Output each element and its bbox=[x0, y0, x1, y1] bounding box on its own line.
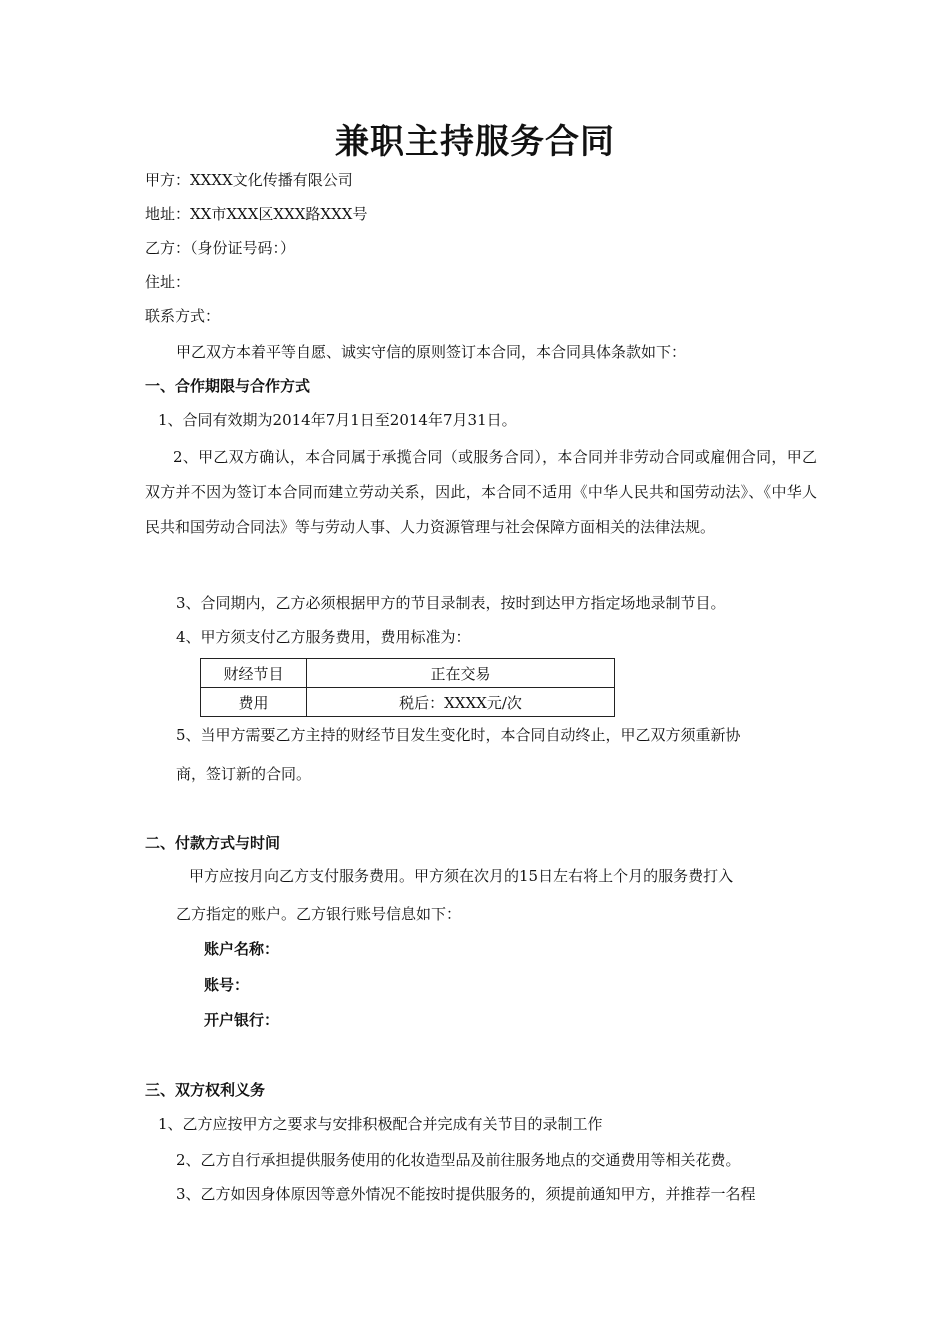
table-cell: 税后：XXXX元/次 bbox=[307, 688, 615, 717]
section1-item3: 3、合同期内，乙方必须根据甲方的节目录制表，按时到达甲方指定场地录制节目。 bbox=[176, 594, 726, 612]
section1-item5-line2: 商，签订新的合同。 bbox=[176, 765, 312, 783]
section2-heading: 二、付款方式与时间 bbox=[145, 834, 281, 852]
contact-line: 联系方式： bbox=[145, 307, 221, 325]
section1-item2: 2、甲乙双方确认，本合同属于承揽合同（或服务合同），本合同并非劳动合同或雇佣合同，甲乙双方并不因为签订本合同而建立劳动关系，因此，本合同不适用《中华人民共和国劳动法》、《中华人民共和国劳动合同法》等与劳动人事、人力资源管理与社会保障方面相关的法律法规。 bbox=[145, 448, 817, 536]
section1-item5-line1: 5、当甲方需要乙方主持的财经节目发生变化时，本合同自动终止，甲乙双方须重新协 bbox=[176, 726, 741, 744]
account-number-label: 账号： bbox=[204, 976, 250, 994]
document-title: 兼职主持服务合同 bbox=[335, 122, 615, 162]
table-row bbox=[201, 659, 615, 688]
section2-para-line1: 甲方应按月向乙方支付服务费用。甲方须在次月的15日左右将上个月的服务费打入 bbox=[189, 867, 734, 885]
section3-heading: 三、双方权利义务 bbox=[145, 1081, 266, 1099]
section1-item4: 4、甲方须支付乙方服务费用，费用标准为： bbox=[176, 628, 471, 646]
table-cell: 正在交易 bbox=[307, 659, 615, 688]
bank-label: 开户银行： bbox=[204, 1011, 280, 1029]
section3-item1: 1、乙方应按甲方之要求与安排积极配合并完成有关节目的录制工作 bbox=[158, 1115, 603, 1133]
account-name-label: 账户名称： bbox=[204, 940, 280, 958]
section2-para-line2: 乙方指定的账户。乙方银行账号信息如下： bbox=[176, 905, 462, 923]
fee-table bbox=[200, 658, 615, 717]
party-b-line: 乙方：（身份证号码：） bbox=[145, 239, 296, 257]
table-cell: 财经节目 bbox=[201, 659, 307, 688]
section3-item3: 3、乙方如因身体原因等意外情况不能按时提供服务的，须提前通知甲方，并推荐一名程 bbox=[176, 1185, 756, 1203]
residence-line: 住址： bbox=[145, 273, 191, 291]
section1-heading: 一、合作期限与合作方式 bbox=[145, 377, 311, 395]
intro-paragraph: 甲乙双方本着平等自愿、诚实守信的原则签订本合同，本合同具体条款如下： bbox=[176, 343, 687, 361]
address-line: 地址：XX市XXX区XXX路XXX号 bbox=[145, 205, 368, 223]
party-a-line: 甲方：XXXX文化传播有限公司 bbox=[145, 171, 353, 189]
table-cell: 费用 bbox=[201, 688, 307, 717]
section3-item2: 2、乙方自行承担提供服务使用的化妆造型品及前往服务地点的交通费用等相关花费。 bbox=[176, 1151, 741, 1169]
section1-item1: 1、合同有效期为2014年7月1日至2014年7月31日。 bbox=[158, 411, 517, 429]
table-row bbox=[201, 688, 615, 717]
